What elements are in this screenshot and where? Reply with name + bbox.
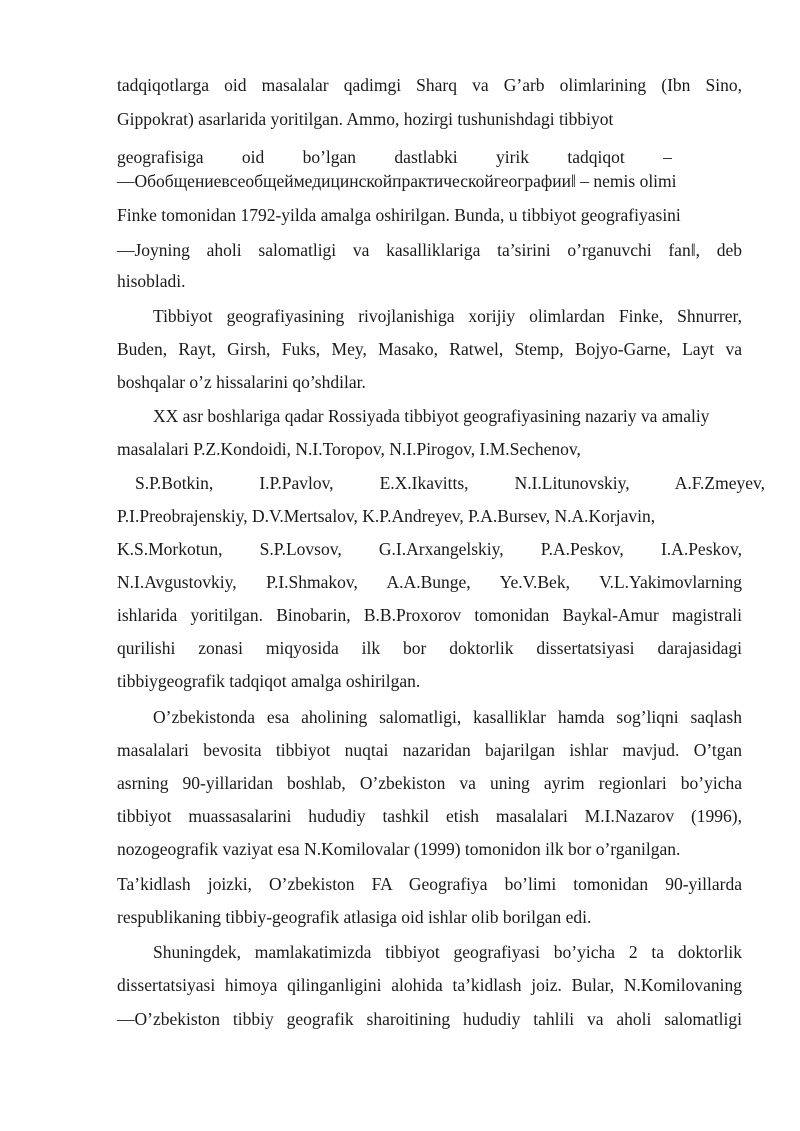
text-line: nozogeografik vaziyat esa N.Komilovalar (1999) tomonidon ilk bor o’rganilgan. (117, 839, 681, 859)
text-line: N.I.Avgustovkiy, P.I.Shmakov, A.A.Bunge, Ye.V.Bek, V.L.Yakimovlarning (117, 572, 742, 592)
text-line: P.I.Preobrajenskiy, D.V.Mertsalov, K.P.Andreyev, P.A.Bursev, N.A.Korjavin, (117, 506, 656, 526)
text-line: masalalari P.Z.Kondoidi, N.I.Toropov, N.I.Pirogov, I.M.Sechenov, (117, 439, 581, 459)
text-line: Shuningdek, mamlakatimizda tibbiyot geografiyasi bo’yicha 2 ta doktorlik (153, 942, 742, 962)
text-line: Buden, Rayt, Girsh, Fuks, Mey, Masako, Ratwel, Stemp, Bojyo-Garne, Layt va (117, 339, 742, 359)
text-line: XX asr boshlariga qadar Rossiyada tibbiyot geografiyasining nazariy va amaliy (153, 406, 710, 426)
text-line: tibbiyot muassasalarini hududiy tashkil etish masalalari M.I.Nazarov (1996), (117, 806, 742, 826)
text-line: K.S.Morkotun, S.P.Lovsov, G.I.Arxangelskiy, P.A.Peskov, I.A.Peskov, (117, 539, 742, 559)
text-line: asrning 90-yillaridan boshlab, O’zbekiston va uning ayrim regionlari bo’yicha (117, 773, 742, 793)
text-line: masalalari bevosita tibbiyot nuqtai nazaridan bajarilgan ishlar mavjud. O’tgan (117, 740, 742, 760)
text-line: boshqalar o’z hissalarini qo’shdilar. (117, 372, 366, 392)
text-line: Gippokrat) asarlarida yoritilgan. Ammo, hozirgi tushunishdagi tibbiyot (117, 109, 614, 129)
text-line: Tibbiyot geografiyasining rivojlanishiga xorijiy olimlardan Finke, Shnurrer, (153, 306, 742, 326)
text-line: geografisiga oid bo’lgan dastlabki yirik tadqiqot – (117, 147, 672, 167)
text-line: ―Joyning aholi salomatligi va kasalliklariga ta’sirini o’rganuvchi fan‖, deb (117, 240, 742, 260)
text-line: hisobladi. (117, 271, 186, 291)
text-line: Finke tomonidan 1792-yilda amalga oshirilgan. Bunda, u tibbiyot geografiyasini (117, 205, 681, 225)
text-line: ―Обобщениевсеобщеймедицинскойпрактическойгеографии‖ – nemis olimi (117, 171, 677, 191)
text-line: Ta’kidlash joizki, O’zbekiston FA Geografiya bo’limi tomonidan 90-yillarda (117, 874, 742, 894)
text-line: S.P.Botkin, I.P.Pavlov, E.X.Ikavitts, N.I.Litunovskiy, A.F.Zmeyev, (135, 473, 765, 493)
text-line: tadqiqotlarga oid masalalar qadimgi Sharq va G’arb olimlarining (Ibn Sino, (117, 75, 742, 95)
text-line: respublikaning tibbiy-geografik atlasiga oid ishlar olib borilgan edi. (117, 907, 592, 927)
text-line: tibbiygeografik tadqiqot amalga oshirilgan. (117, 671, 421, 691)
text-line: qurilishi zonasi miqyosida ilk bor doktorlik dissertatsiyasi darajasidagi (117, 638, 742, 658)
text-line: ishlarida yoritilgan. Binobarin, B.B.Proxorov tomonidan Baykal-Amur magistrali (117, 605, 742, 625)
text-line: ―O’zbekiston tibbiy geografik sharoitining hududiy tahlili va aholi salomatligi (117, 1009, 742, 1029)
text-line: dissertatsiyasi himoya qilinganligini alohida ta’kidlash joiz. Bular, N.Komilovaning (117, 975, 742, 995)
text-line: O’zbekistonda esa aholining salomatligi, kasalliklar hamda sog’liqni saqlash (153, 707, 742, 727)
